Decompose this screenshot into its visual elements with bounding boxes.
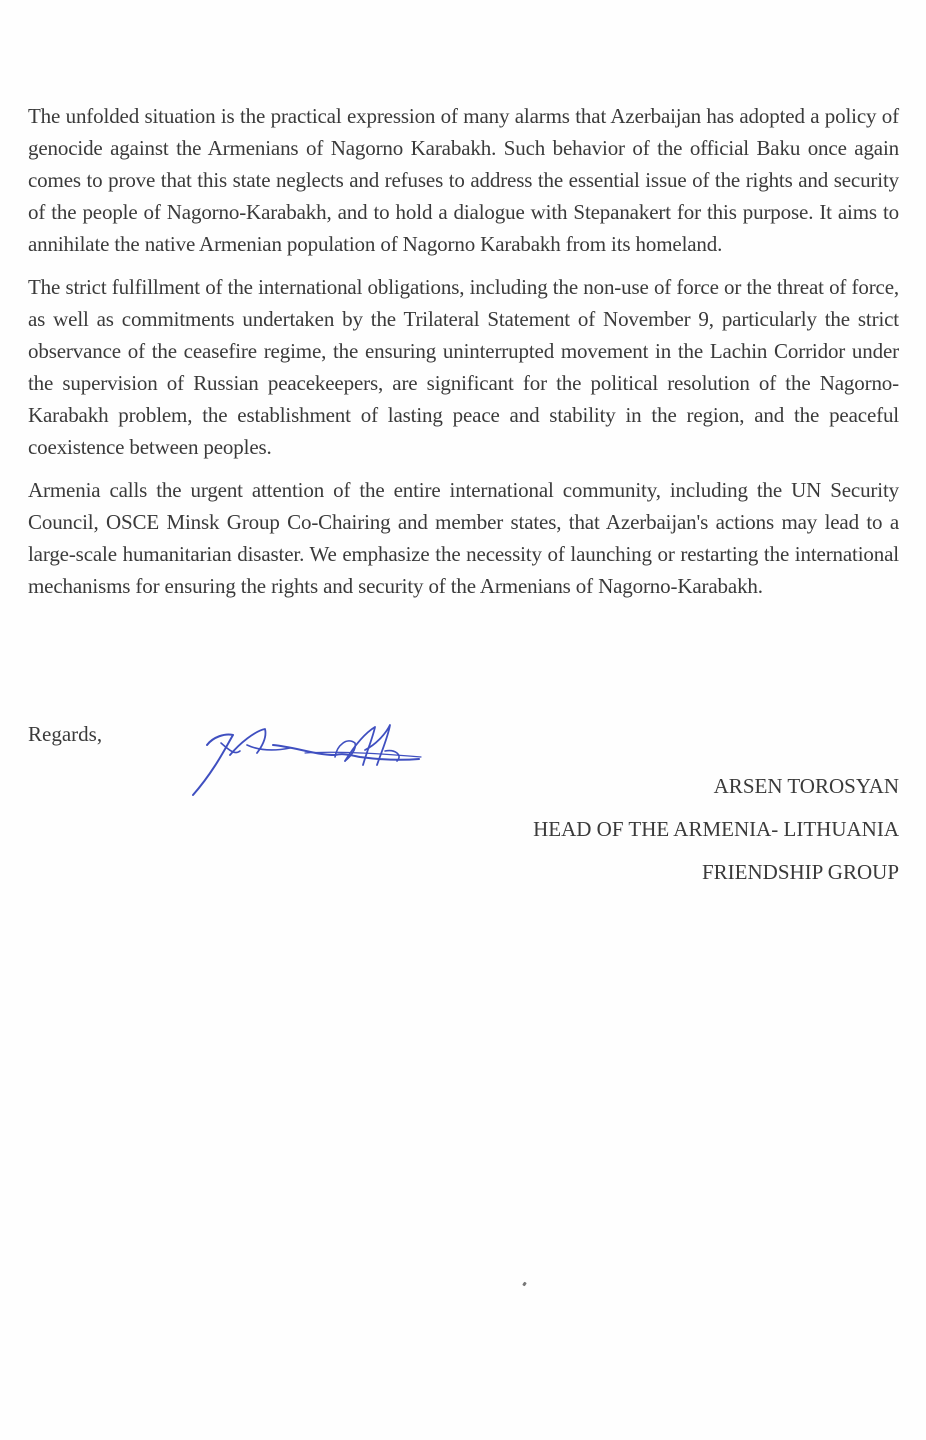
scan-speck [522,1282,527,1287]
closing-salutation: Regards, [28,722,103,746]
paragraph-2: The strict fulfillment of the international obligations, including the non-use of force or the threat of force, as well as commitments undertaken by the Trilateral Statement of November 9, particularly the strict observance of the ceasefire regime, the ensuring uninterrupted movement in the Lachin Corridor under the supervision of Russian peacekeepers, are significant for the political resolution of the Nagorno-Karabakh problem, the establishment of lasting peace and stability in the region, and the peaceful coexistence between peoples. [28,275,899,459]
handwritten-signature [185,715,430,805]
signatory-block [533,765,899,894]
signatory-title-line-1: HEAD OF THE ARMENIA- LITHUANIA [533,817,899,841]
paragraph-3: Armenia calls the urgent attention of the entire international community, including the UN Security Council, OSCE Minsk Group Co-Chairing and member states, that Azerbaijan's actions may lead to a large-scale humanitarian disaster. We emphasize the necessity of launching or restarting the international mechanisms for ensuring the rights and security of the Armenians of Nagorno-Karabakh. [28,478,899,598]
letter-body [28,100,899,613]
signatory-name: ARSEN TOROSYAN [713,774,899,798]
paragraph-1: The unfolded situation is the practical expression of many alarms that Azerbaijan has adopted a policy of genocide against the Armenians of Nagorno Karabakh. Such behavior of the official Baku once again comes to prove that this state neglects and refuses to address the essential issue of the rights and security of the people of Nagorno-Karabakh, and to hold a dialogue with Stepanakert for this purpose. It aims to annihilate the native Armenian population of Nagorno Karabakh from its homeland. [28,104,899,256]
signatory-title-line-2: FRIENDSHIP GROUP [701,860,899,884]
